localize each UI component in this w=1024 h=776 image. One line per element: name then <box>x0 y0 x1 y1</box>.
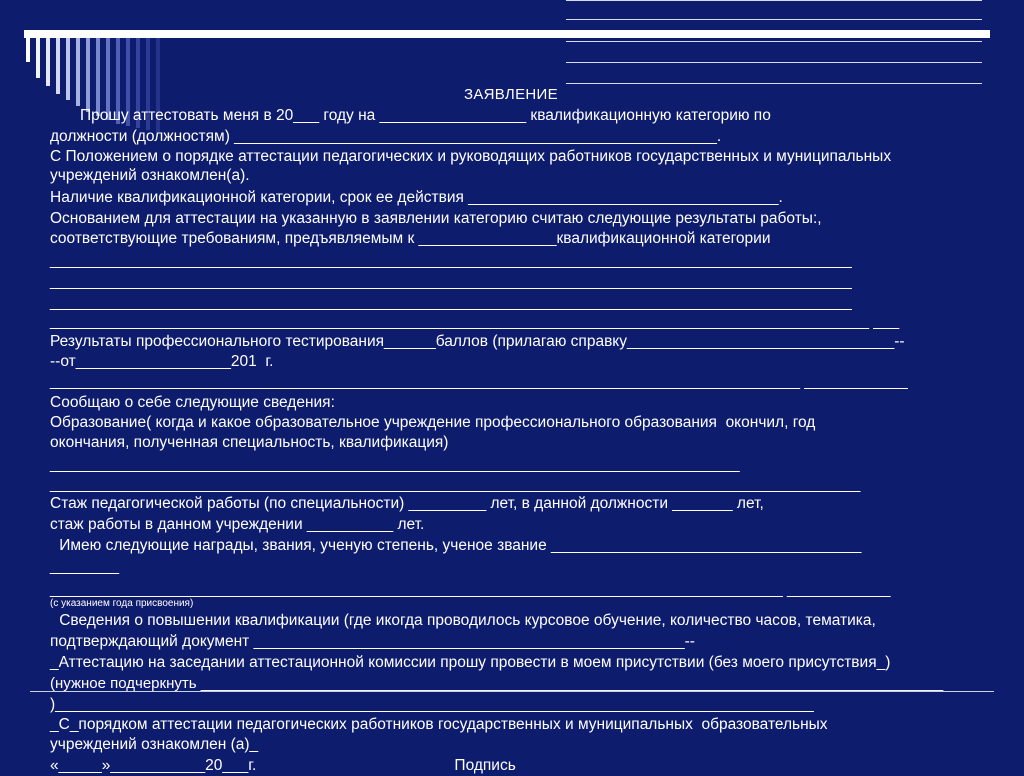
form-line: --от__________________201 г. <box>50 353 274 370</box>
header-rule <box>566 83 982 84</box>
decorative-vertical-bar <box>36 38 40 78</box>
decorative-vertical-bar <box>66 38 70 100</box>
form-line: Наличие квалификационной категории, срок ее действия ____________________________________. <box>50 189 783 206</box>
form-line: _______________________________________________________________________________________ ____________ <box>50 373 908 390</box>
decorative-vertical-bar <box>76 38 80 106</box>
signature-line: «_____»___________20___г. Подпись <box>50 757 516 774</box>
form-line: _____________________________________________________________________________________________ <box>50 294 852 311</box>
form-line: Прошу аттестовать меня в 20___ году на _________________ квалификационную категорию по <box>80 107 771 124</box>
form-note: (с указанием года присвоения) <box>50 598 194 609</box>
form-line: стаж работы в данном учреждении __________ лет. <box>50 516 425 533</box>
form-line: (нужное подчеркнуть _________________________________________________________________________________________ <box>50 675 944 692</box>
decorative-horizontal-bar <box>24 30 990 38</box>
form-line: _______________________________________________________________________________________________ ___ <box>50 313 900 330</box>
form-line: ______________________________________________________________________________________________ <box>50 476 861 493</box>
form-line: Результаты профессионального тестирования______баллов (прилагаю справку_______________________________-- <box>50 333 905 350</box>
decorative-vertical-bar <box>46 38 50 86</box>
form-line: )________________________________________________________________________________________ <box>50 696 814 713</box>
form-line: должности (должностям) ________________________________________________________. <box>50 128 722 145</box>
form-line: Стаж педагогической работы (по специальности) _________ лет, в данной должности _______ лет, <box>50 495 764 512</box>
form-line: С Положением о порядке аттестации педагогических и руководящих работников государственных и муниципальных <box>50 148 892 165</box>
document-title: ЗАЯВЛЕНИЕ <box>464 86 558 103</box>
form-line: учреждений ознакомлен (а)_ <box>50 736 259 753</box>
header-rule <box>566 41 982 42</box>
decorative-vertical-bar <box>96 38 100 116</box>
decorative-vertical-bar <box>26 38 30 62</box>
form-line: _____________________________________________________________________________________________ <box>50 273 852 290</box>
form-line: Сведения о повышении квалификации (где икогда проводилось курсовое обучение, количество часов, тематика, <box>42 612 876 629</box>
form-line: Сообщаю о себе следующие сведения: <box>50 394 335 411</box>
form-line: подтверждающий документ __________________________________________________-- <box>50 633 695 650</box>
form-line: Имею следующие награды, звания, ученую степень, ученое звание ____________________________________ <box>42 537 862 554</box>
header-rule <box>566 62 982 63</box>
form-line: ________________________________________________________________________________ <box>50 456 740 473</box>
form-line: учреждений ознакомлен(а). <box>50 167 250 184</box>
form-line: соответствующие требованиям, предъявляемым к ________________квалификационной категории <box>50 230 771 247</box>
form-line: ________ <box>50 558 119 575</box>
decorative-vertical-bar <box>86 38 90 112</box>
form-line: _____________________________________________________________________________________________ <box>50 252 852 269</box>
form-line: _____________________________________________________________________________________ ____________ <box>50 581 891 598</box>
form-line: _Аттестацию на заседании аттестационной комиссии прошу провести в моем присутствии (без моего присутствия_) <box>50 654 891 671</box>
form-line: Основанием для аттестации на указанную в заявлении категорию считаю следующие результаты работы:, <box>50 210 822 227</box>
form-line: _С_порядком аттестации педагогических работников государственных и муниципальных образовательных <box>50 716 828 733</box>
header-rule <box>566 0 982 1</box>
form-line: окончания, полученная специальность, квалификация) <box>50 434 449 451</box>
decorative-vertical-bar <box>56 38 60 94</box>
header-rule <box>566 19 982 20</box>
form-line: Образование( когда и какое образовательное учреждение профессионального образования окончил, год <box>50 414 816 431</box>
